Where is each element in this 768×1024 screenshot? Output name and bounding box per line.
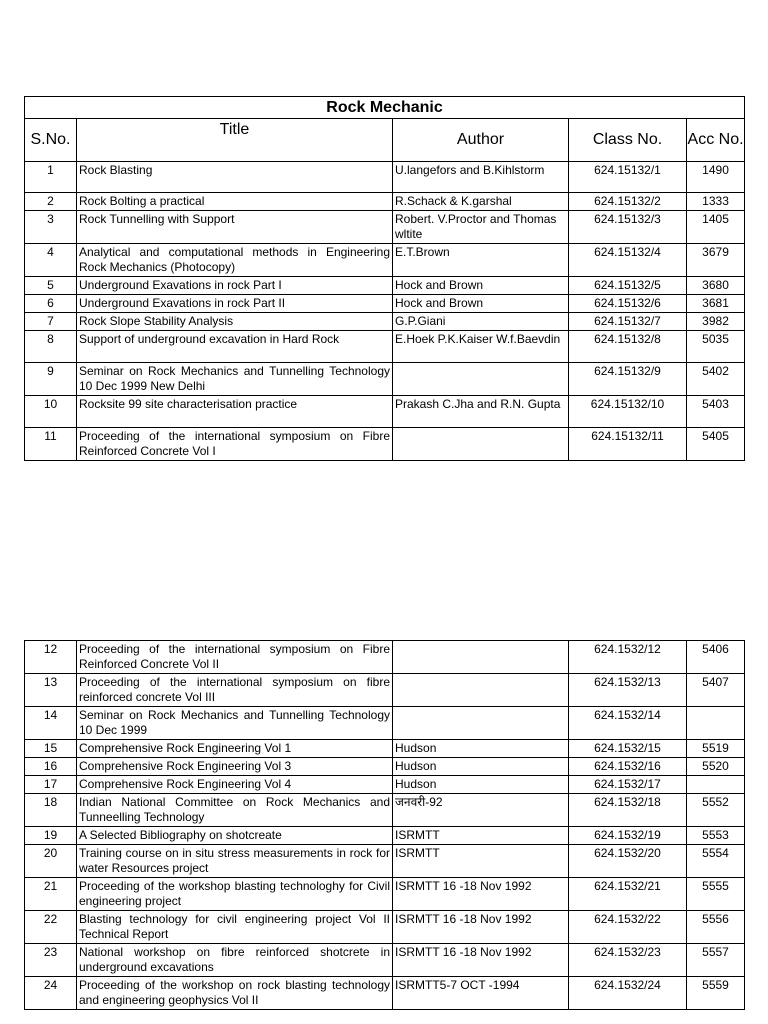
cell-sno: 8 (25, 331, 77, 363)
cell-acc-no: 5553 (687, 827, 745, 845)
cell-class-no: 624.15132/7 (569, 313, 687, 331)
cell-sno: 4 (25, 244, 77, 277)
cell-title: Support of underground excavation in Hard Rock (77, 331, 393, 363)
cell-author: R.Schack & K.garshal (393, 193, 569, 211)
cell-sno: 14 (25, 707, 77, 740)
table-row (25, 295, 745, 313)
cell-acc-no: 5557 (687, 944, 745, 977)
cell-class-no: 624.15132/5 (569, 277, 687, 295)
cell-author: ISRMTT (393, 827, 569, 845)
table-row (25, 827, 745, 845)
cell-title: Seminar on Rock Mechanics and Tunnelling Technology 10 Dec 1999 (77, 707, 393, 740)
table-row (25, 313, 745, 331)
cell-class-no: 624.1532/23 (569, 944, 687, 977)
cell-acc-no: 5407 (687, 674, 745, 707)
table-row (25, 193, 745, 211)
cell-class-no: 624.1532/20 (569, 845, 687, 878)
cell-sno: 16 (25, 758, 77, 776)
cell-class-no: 624.1532/19 (569, 827, 687, 845)
cell-class-no: 624.15132/3 (569, 211, 687, 244)
cell-sno: 5 (25, 277, 77, 295)
table-row (25, 244, 745, 277)
cell-class-no: 624.15132/10 (569, 396, 687, 428)
cell-acc-no (687, 707, 745, 740)
table-row (25, 794, 745, 827)
cell-sno: 17 (25, 776, 77, 794)
cell-acc-no: 3680 (687, 277, 745, 295)
cell-sno: 9 (25, 363, 77, 396)
header-title: Title (77, 119, 393, 162)
table-row (25, 707, 745, 740)
rock-mechanic-table (24, 96, 745, 461)
cell-title: A Selected Bibliography on shotcreate (77, 827, 393, 845)
cell-class-no: 624.15132/11 (569, 428, 687, 461)
cell-author: जनवरी-92 (393, 794, 569, 827)
cell-sno: 22 (25, 911, 77, 944)
cell-acc-no: 5520 (687, 758, 745, 776)
header-acc-no: Acc No. (687, 119, 745, 162)
cell-acc-no: 1490 (687, 162, 745, 193)
table-row (25, 944, 745, 977)
cell-author: ISRMTT5-7 OCT -1994 (393, 977, 569, 1010)
cell-author: ISRMTT 16 -18 Nov 1992 (393, 911, 569, 944)
cell-sno: 1 (25, 162, 77, 193)
cell-title: Underground Exavations in rock Part II (77, 295, 393, 313)
table-row (25, 162, 745, 193)
header-author: Author (393, 119, 569, 162)
cell-title: Rock Slope Stability Analysis (77, 313, 393, 331)
cell-acc-no: 5555 (687, 878, 745, 911)
table-row (25, 740, 745, 758)
cell-sno: 20 (25, 845, 77, 878)
cell-class-no: 624.1532/21 (569, 878, 687, 911)
cell-acc-no: 3681 (687, 295, 745, 313)
cell-acc-no: 5406 (687, 641, 745, 674)
table-row (25, 396, 745, 428)
table-row (25, 845, 745, 878)
cell-sno: 2 (25, 193, 77, 211)
cell-class-no: 624.1532/17 (569, 776, 687, 794)
cell-title: Training course on in situ stress measurements in rock for water Resources project (77, 845, 393, 878)
cell-author: E.Hoek P.K.Kaiser W.f.Baevdin (393, 331, 569, 363)
cell-acc-no: 5405 (687, 428, 745, 461)
cell-author: Hock and Brown (393, 295, 569, 313)
cell-sno: 21 (25, 878, 77, 911)
cell-class-no: 624.15132/8 (569, 331, 687, 363)
cell-title: Underground Exavations in rock Part I (77, 277, 393, 295)
cell-author: Prakash C.Jha and R.N. Gupta (393, 396, 569, 428)
cell-acc-no (687, 776, 745, 794)
cell-sno: 3 (25, 211, 77, 244)
cell-class-no: 624.15132/6 (569, 295, 687, 313)
cell-class-no: 624.1532/16 (569, 758, 687, 776)
cell-title: Comprehensive Rock Engineering Vol 1 (77, 740, 393, 758)
cell-acc-no: 3679 (687, 244, 745, 277)
cell-acc-no: 1405 (687, 211, 745, 244)
cell-sno: 7 (25, 313, 77, 331)
cell-sno: 19 (25, 827, 77, 845)
table-row (25, 331, 745, 363)
cell-sno: 12 (25, 641, 77, 674)
rock-mechanic-table-continued (24, 640, 745, 1010)
cell-author (393, 363, 569, 396)
cell-class-no: 624.1532/24 (569, 977, 687, 1010)
table-row (25, 363, 745, 396)
cell-acc-no: 5403 (687, 396, 745, 428)
cell-author (393, 641, 569, 674)
table-row (25, 211, 745, 244)
cell-title: Blasting technology for civil engineering project Vol II Technical Report (77, 911, 393, 944)
cell-title: National workshop on fibre reinforced shotcrete in underground excavations (77, 944, 393, 977)
cell-sno: 18 (25, 794, 77, 827)
cell-author (393, 428, 569, 461)
cell-sno: 6 (25, 295, 77, 313)
cell-acc-no: 5552 (687, 794, 745, 827)
cell-title: Comprehensive Rock Engineering Vol 3 (77, 758, 393, 776)
header-sno: S.No. (25, 119, 77, 162)
cell-acc-no: 5402 (687, 363, 745, 396)
table-row (25, 911, 745, 944)
cell-title: Comprehensive Rock Engineering Vol 4 (77, 776, 393, 794)
cell-class-no: 624.15132/4 (569, 244, 687, 277)
cell-author: Hudson (393, 776, 569, 794)
cell-title: Rock Tunnelling with Support (77, 211, 393, 244)
cell-sno: 10 (25, 396, 77, 428)
cell-author: Robert. V.Proctor and Thomas wltite (393, 211, 569, 244)
cell-author: ISRMTT (393, 845, 569, 878)
cell-class-no: 624.1532/15 (569, 740, 687, 758)
cell-class-no: 624.1532/13 (569, 674, 687, 707)
cell-sno: 24 (25, 977, 77, 1010)
cell-title: Proceeding of the international symposium on Fibre Reinforced Concrete Vol II (77, 641, 393, 674)
cell-author: Hudson (393, 758, 569, 776)
cell-author: E.T.Brown (393, 244, 569, 277)
cell-author: Hock and Brown (393, 277, 569, 295)
cell-sno: 13 (25, 674, 77, 707)
cell-author: ISRMTT 16 -18 Nov 1992 (393, 878, 569, 911)
table-row (25, 878, 745, 911)
cell-sno: 23 (25, 944, 77, 977)
cell-acc-no: 1333 (687, 193, 745, 211)
cell-class-no: 624.15132/1 (569, 162, 687, 193)
cell-author (393, 674, 569, 707)
cell-author (393, 707, 569, 740)
cell-acc-no: 5035 (687, 331, 745, 363)
table-row (25, 277, 745, 295)
cell-title: Seminar on Rock Mechanics and Tunnelling Technology 10 Dec 1999 New Delhi (77, 363, 393, 396)
cell-class-no: 624.1532/22 (569, 911, 687, 944)
cell-acc-no: 5519 (687, 740, 745, 758)
cell-class-no: 624.1532/14 (569, 707, 687, 740)
cell-title: Analytical and computational methods in Engineering Rock Mechanics (Photocopy) (77, 244, 393, 277)
cell-title: Proceeding of the international symposium on Fibre Reinforced Concrete Vol I (77, 428, 393, 461)
cell-title: Proceeding of the international symposium on fibre reinforced concrete Vol III (77, 674, 393, 707)
cell-acc-no: 5554 (687, 845, 745, 878)
cell-title: Rock Bolting a practical (77, 193, 393, 211)
cell-author: U.langefors and B.Kihlstorm (393, 162, 569, 193)
header-class-no: Class No. (569, 119, 687, 162)
cell-class-no: 624.15132/9 (569, 363, 687, 396)
cell-author: ISRMTT 16 -18 Nov 1992 (393, 944, 569, 977)
cell-title: Indian National Committee on Rock Mechanics and Tunneelling Technology (77, 794, 393, 827)
cell-sno: 15 (25, 740, 77, 758)
cell-class-no: 624.1532/12 (569, 641, 687, 674)
table-title: Rock Mechanic (25, 97, 745, 119)
cell-author: Hudson (393, 740, 569, 758)
cell-title: Rock Blasting (77, 162, 393, 193)
table-row (25, 428, 745, 461)
cell-title: Proceeding of the workshop blasting technologhy for Civil engineering project (77, 878, 393, 911)
cell-author: G.P.Giani (393, 313, 569, 331)
table-row (25, 674, 745, 707)
cell-acc-no: 3982 (687, 313, 745, 331)
cell-class-no: 624.1532/18 (569, 794, 687, 827)
table-row (25, 758, 745, 776)
cell-class-no: 624.15132/2 (569, 193, 687, 211)
cell-title: Proceeding of the workshop on rock blasting technology and engineering geophysics Vol II (77, 977, 393, 1010)
table-row (25, 776, 745, 794)
cell-acc-no: 5559 (687, 977, 745, 1010)
table-row (25, 977, 745, 1010)
cell-title: Rocksite 99 site characterisation practice (77, 396, 393, 428)
table-row (25, 641, 745, 674)
cell-acc-no: 5556 (687, 911, 745, 944)
cell-sno: 11 (25, 428, 77, 461)
